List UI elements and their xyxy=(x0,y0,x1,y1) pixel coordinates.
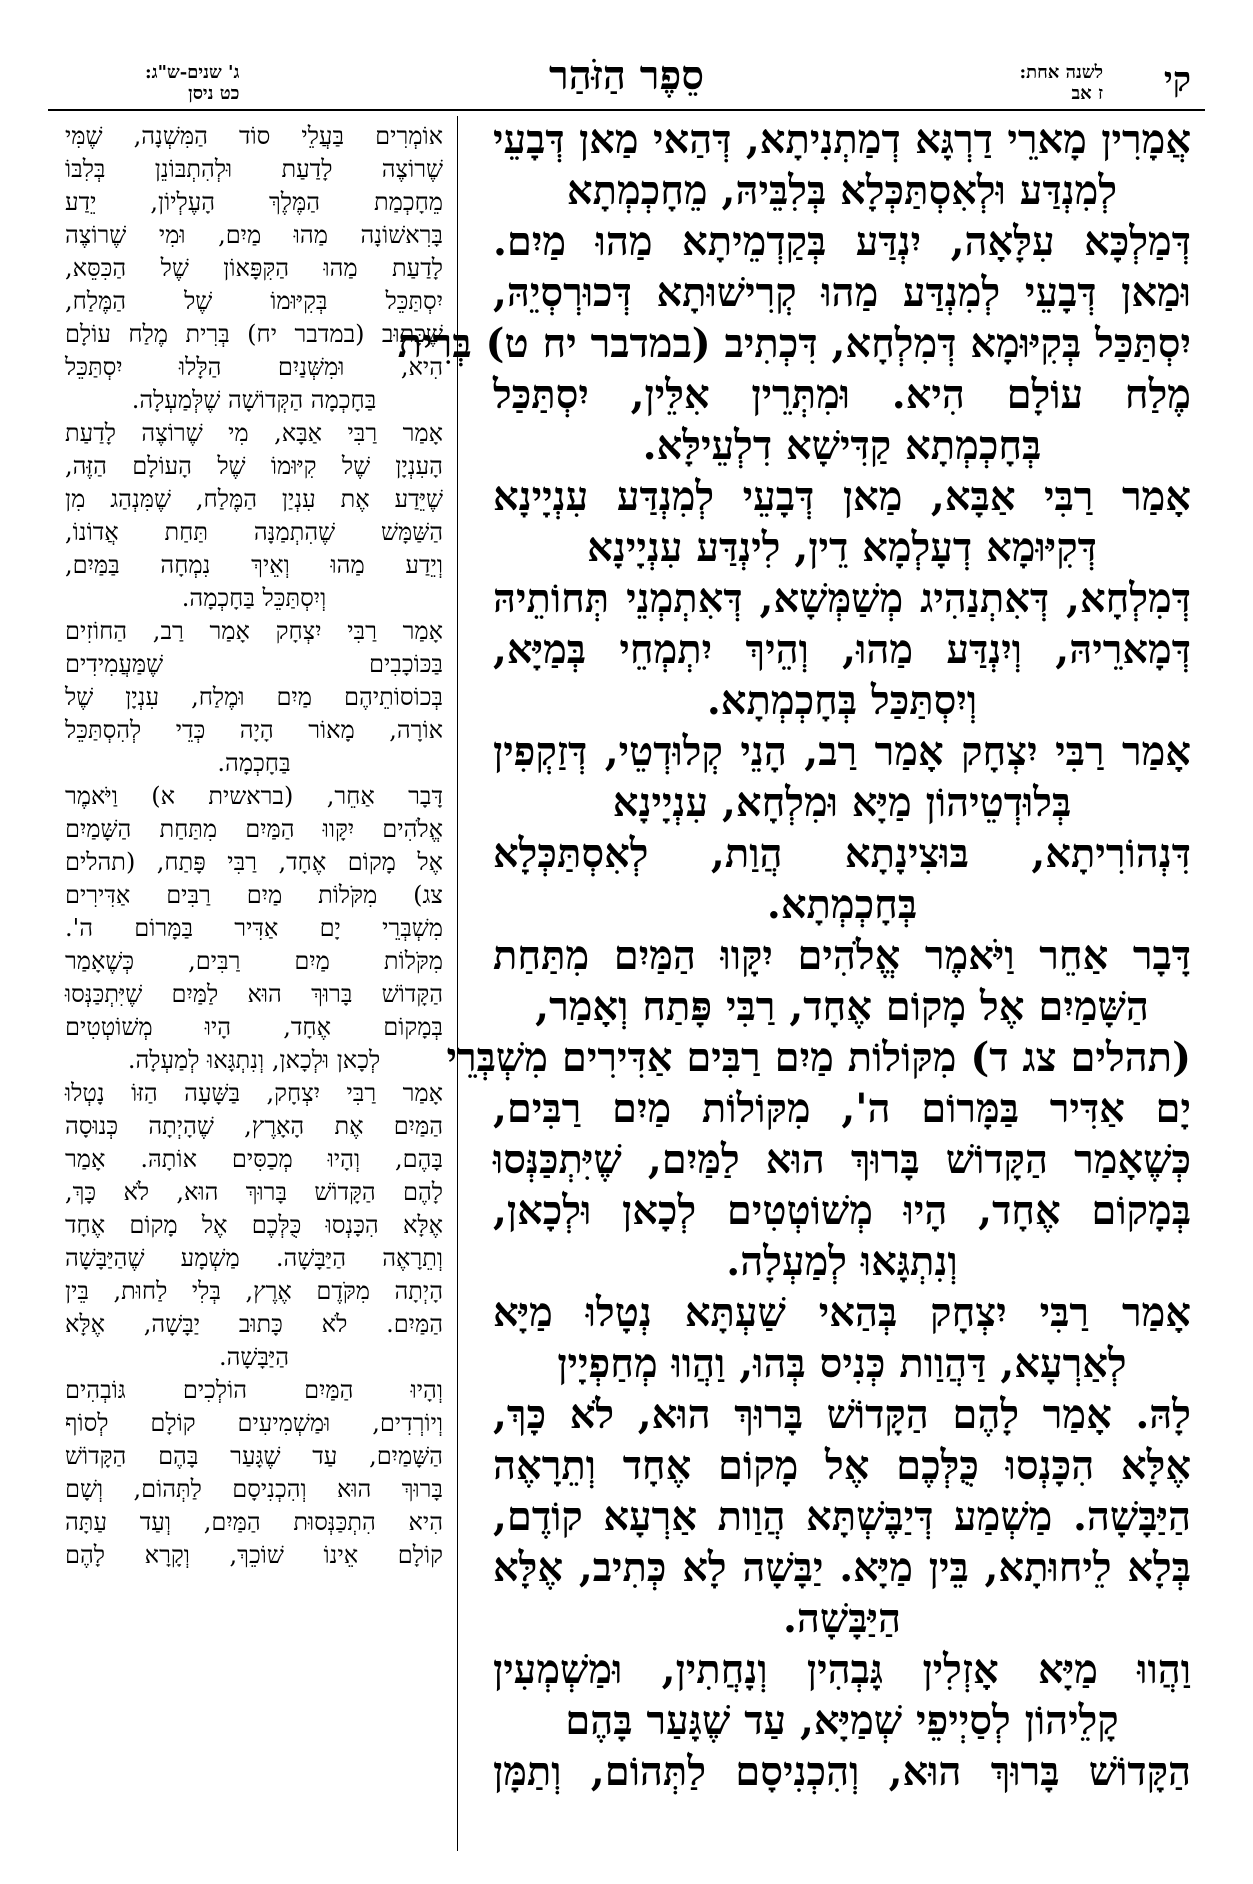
text-line: לְכָאן וּלְכָאן, וְנִתְגָּאוּ לְמַעְלָה. xyxy=(127,1046,381,1074)
text-line: (תהלים צג ד) מִקּוֹלוֹת מַיִם רַבִּים אַדִּירִים מִשְׁבְּרֵי xyxy=(446,1034,1191,1081)
text-line: לְמִנְדַּע וּלְאִסְתַּכְּלָא בְּלִבֵּיהּ, מֵחָכְמְתָא xyxy=(566,167,1118,214)
text-line: דִּנְהוֹרִיתָא, בּוּצִינָתָא הֲוַת, לְאִסְתַּכְּלָא xyxy=(493,830,1191,877)
text-line: בְּלוּדְטֵיהוֹן מַיָּא וּמִלְחָא, עִנְיָינָא xyxy=(612,779,1072,826)
text-line: קוֹלָם אֵינוֹ שׁוֹכֵךְ, וְקָרָא לָהֶם xyxy=(65,1541,443,1569)
text-line: בָּרוּךְ הוּא וְהִכְנִיסָם לַתְּהוֹם, וְשָׁם xyxy=(65,1475,443,1503)
text-line: וְיוֹרְדִים, וּמַשְׁמִיעִים קוֹלָם לְסוֹף xyxy=(65,1409,443,1437)
text-line: דָּבָר אַחֵר, (בראשית א) וַיֹּאמֶר xyxy=(65,782,443,810)
text-line: מֵחָכְמַת הַמֶּלֶךְ הָעֶלְיוֹן, יֵדַע xyxy=(65,188,443,216)
text-line: אָמַר רַבִּי יִצְחָק, בַּשָּׁעָה הַזּוֹ נָטְלוּ xyxy=(65,1079,443,1107)
page-number: קי xyxy=(1163,60,1191,100)
header-rule xyxy=(48,109,1205,111)
text-line: בְּמָקוֹם אֶחָד, הָיוּ מְשׁוֹטְטִים xyxy=(65,1013,443,1041)
text-line: הַיַּבָּשָׁה. xyxy=(782,1595,902,1642)
text-line: בְּמָקוֹם אֶחָד, הָיוּ מְשׁוֹטְטִים לְכָאן וּלְכָאן, xyxy=(493,1187,1191,1234)
text-line: הַקָּדוֹשׁ בָּרוּךְ הוּא, וְהִכְנִיסָם לַתְּהוֹם, וְתַמָּן xyxy=(493,1748,1191,1795)
text-line: בְּלָא לֵיחוּתָא, בֵּין מַיָּא. יַבָּשָׁה לָא כְּתִיב, אֶלָּא xyxy=(493,1544,1191,1591)
text-line: אֱלֹהִים יִקָּווּ הַמַּיִם מִתַּחַת הַשָּׁמַיִם xyxy=(65,815,443,843)
text-line: צג) מִקֹּלוֹת מַיִם רַבִּים אַדִּירִים xyxy=(65,881,443,909)
text-line: הִיא הִתְכַּנְּסוּת הַמַּיִם, וְעַד עַתָּה xyxy=(65,1508,443,1536)
text-line: וְהָיוּ הַמַּיִם הוֹלְכִים גּוֹבְהִים xyxy=(65,1376,443,1404)
text-line: שֶׁכָּתוּב (במדבר יח) בְּרִית מֶלַח עוֹלָם xyxy=(65,320,443,348)
text-line: וְתֵרָאֶה הַיַּבָּשָׁה. מַשְׁמָע שֶׁהַיַּבָּשָׁה xyxy=(65,1244,443,1272)
text-line: אָמַר רַבִּי יִצְחָק אָמַר רַב, הָנֵי קְלוּדְטֵי, דְּזַקְפִין xyxy=(493,728,1191,775)
text-line: הִיא, וּמִשְּׁנַיִם הַלָּלוּ יִסְתַּכֵּל xyxy=(65,353,443,381)
translation-column xyxy=(65,120,443,1855)
text-line: בָּהֶם, וְהָיוּ מְכַסִּים אוֹתָהּ. אָמַר xyxy=(65,1145,443,1173)
text-line: בָּרִאשׁוֹנָה מַהוּ מַיִם, וּמִי שֶׁרוֹצֶה xyxy=(65,221,443,249)
text-line: דְּמָארֵיהּ, וְיִנְדַּע מַהוּ, וְהֵיךְ יִתְמְחֵי בְּמַיָּא, xyxy=(493,626,1191,673)
text-line: אָמַר רַבִּי אַבָּא, מִי שֶׁרוֹצֶה לָדַעַת xyxy=(65,419,443,447)
text-line: בַּחָכְמָה הַקְּדוֹשָׁה שֶׁלְּמַעְלָה. xyxy=(131,386,377,414)
text-line: אָמַר רַבִּי אַבָּא, מַאן דְּבָעֵי לְמִנְדַּע עִנְיָינָא xyxy=(493,473,1191,520)
book-title: סֵפֶר הַזֹּהַר xyxy=(549,52,704,99)
column-divider xyxy=(457,116,458,1851)
text-line: וְנִתְגָּאוּ לְמַעְלָה. xyxy=(726,1238,958,1285)
text-line: לָהּ. אָמַר לָהֶם הַקָּדוֹשׁ בָּרוּךְ הוּא, לֹא כָּךְ, xyxy=(493,1391,1191,1438)
text-line: אוֹרָה, מָאוֹר הָיָה כְּדֵי לְהִסְתַּכֵּל xyxy=(65,716,443,744)
text-line: בְּחָכְמְתָא. xyxy=(766,881,918,928)
text-line: יִסְתַּכַּל בְּקִיּוּמָא דְּמִלְחָא, דִּכְתִיב (במדבר יח ט) בְּרִית xyxy=(397,320,1191,367)
text-line: הַשַּׁמָּשׁ שֶׁהִתְמַנָּה תַּחַת אֲדוֹנוֹ, xyxy=(65,518,443,546)
text-line: הַיַּבָּשָׁה. xyxy=(218,1343,290,1371)
schedule-label: ג' שנים-ש"ג: xyxy=(145,62,240,83)
text-line: הַשָּׁמַיִם, עַד שֶׁגָּעַר בָּהֶם הַקָּדוֹשׁ xyxy=(65,1442,443,1470)
main-text-column xyxy=(397,114,1191,1854)
schedule-date: ז אב xyxy=(1071,83,1103,104)
text-line: מִשְׁבְּרֵי יָם אַדִּיר בַּמָּרוֹם ה'. xyxy=(65,914,443,942)
text-line: וְיִסְתַּכֵּל בַּחָכְמָה. xyxy=(181,584,327,612)
text-line: יָם אַדִּיר בַּמָּרוֹם ה', מִקּוֹלוֹת מַיִם רַבִּים, xyxy=(493,1085,1191,1132)
text-line: הָעִנְיָן שֶׁל קִיּוּמוֹ שֶׁל הָעוֹלָם הַזֶּה, xyxy=(65,452,443,480)
schedule-date: כט ניסן xyxy=(188,83,240,104)
text-line: הָיְתָה מִקֹּדֶם אֶרֶץ, בְּלִי לַחוּת, בֵּין xyxy=(65,1277,443,1305)
text-line: לָהֶם הַקָּדוֹשׁ בָּרוּךְ הוּא, לֹא כָּךְ, xyxy=(65,1178,443,1206)
text-line: בַּחָכְמָה. xyxy=(217,749,291,777)
text-line: בַּכּוֹכָבִים שֶׁמַּעֲמִידִים xyxy=(65,650,443,678)
text-line: שֶׁיֵּדַע אֶת עִנְיַן הַמֶּלַח, שֶׁמִּנְהַג מִן xyxy=(65,485,443,513)
text-line: הַמַּיִם אֶת הָאָרֶץ, שֶׁהָיְתָה כְּנוּסָה xyxy=(65,1112,443,1140)
text-line: וְיֵדַע מַהוּ וְאֵיךְ נִמְחָה בַּמַּיִם, xyxy=(65,551,443,579)
text-line: הַמַּיִם. לֹא כָּתוּב יַבָּשָׁה, אֶלָּא xyxy=(65,1310,443,1338)
text-line: אֲמָרִין מָארֵי דַרְגָּא דְמַתְנִיתָא, דְּהַאי מַאן דְּבָעֵי xyxy=(493,116,1191,163)
text-line: בְּחָכְמְתָא קַדִּישָׁא דִלְעֵילָּא. xyxy=(642,422,1042,469)
text-line: הַשָּׁמַיִם אֶל מָקוֹם אֶחָד, רַבִּי פָּתַח וְאָמַר, xyxy=(535,983,1149,1030)
text-line: וּמַאן דְּבָעֵי לְמִנְדַּע מַהוּ קְרִישׁוּתָא דְּכוּרְסְיֵהּ, xyxy=(493,269,1191,316)
text-line: בְּכוֹסוֹתֵיהֶם מַיִם וּמֶלַח, עִנְיָן שֶׁל xyxy=(65,683,443,711)
text-line: מֶלַח עוֹלָם הִיא. וּמִתְּרֵין אִלֵּין, יִסְתַּכַּל xyxy=(493,371,1191,418)
text-line: הַיַּבָּשָׁה. מַשְׁמַע דְּיַבֶּשְׁתָּא הֲוַות אַרְעָא קוֹדֶם, xyxy=(493,1493,1191,1540)
text-line: דְּקִיּוּמָא דְעָלְמָא דֵין, לִינְדַּע עִנְיָינָא xyxy=(587,524,1097,571)
text-line: אָמַר רַבִּי יִצְחָק בְּהַאי שַׁעְתָּא נְטָלוּ מַיָּא xyxy=(493,1289,1191,1336)
text-line: אֶלָּא הִכָּנְסוּ כֻּלְּכֶם אֶל מָקוֹם אֶחָד וְתֵרָאֶה xyxy=(493,1442,1191,1489)
text-line: מִקֹּלוֹת מַיִם רַבִּים, כְּשֶׁאָמַר xyxy=(65,947,443,975)
text-line: דָּבָר אַחֵר וַיֹּאמֶר אֱלֹהִים יִקָּווּ הַמַּיִם מִתַּחַת xyxy=(493,932,1191,979)
text-line: אָמַר רַבִּי יִצְחָק אָמַר רַב, הַחוֹזִים xyxy=(65,617,443,645)
text-line: וְיִסְתַּכַּל בְּחָכְמְתָא. xyxy=(706,677,978,724)
text-line: כְּשֶׁאָמַר הַקָּדוֹשׁ בָּרוּךְ הוּא לַמַּיִם, שֶׁיִּתְכַּנְּסוּ xyxy=(493,1136,1191,1183)
text-line: קָלֵיהוֹן לְסַיְיפֵי שְׁמַיָּא, עַד שֶׁגָּעַר בָּהֶם xyxy=(565,1697,1119,1744)
schedule-label: לשנה אחת: xyxy=(1019,62,1103,83)
text-line: אוֹמְרִים בַּעֲלֵי סוֹד הַמִּשְׁנָה, שֶׁמִּי xyxy=(65,122,443,150)
text-line: שֶׁרוֹצֶה לָדַעַת וּלְהִתְבּוֹנֵן בְּלִבּוֹ xyxy=(65,155,443,183)
text-line: אֶל מָקוֹם אֶחָד, רַבִּי פָּתַח, (תהלים xyxy=(65,848,443,876)
text-line: דְּמַלְכָּא עִלָּאָה, יִנְדַּע בְּקַדְמֵיתָא מַהוּ מַיִם. xyxy=(493,218,1191,265)
text-line: הַקָּדוֹשׁ בָּרוּךְ הוּא לַמַּיִם שֶׁיִּתְכַּנְּסוּ xyxy=(65,980,443,1008)
text-line: יִסְתַּכֵּל בְּקִיּוּמוֹ שֶׁל הַמֶּלַח, xyxy=(65,287,443,315)
text-line: דְּמִלְחָא, דְּאִתְנַהִיג מְשַׁמְּשָׁא, דְּאִתְמְנֵי תְּחוֹתֵיהּ xyxy=(493,575,1191,622)
text-line: לָדַעַת מַהוּ הַקִּפָּאוֹן שֶׁל הַכִּסֵּא, xyxy=(65,254,443,282)
text-line: אֶלָּא הִכָּנְסוּ כֻּלְּכֶם אֶל מָקוֹם אֶחָד xyxy=(65,1211,443,1239)
study-schedule-three-years xyxy=(145,62,239,104)
text-line: לְאַרְעָא, דַּהֲוַות כְּנִיס בְּהוּ, וַהֲווּ מְחַפְיָין xyxy=(557,1340,1127,1387)
text-line: וַהֲווּ מַיָּא אָזְלִין גָּבְהִין וְנָחֲתִין, וּמַשְׁמְעִין xyxy=(493,1646,1191,1693)
